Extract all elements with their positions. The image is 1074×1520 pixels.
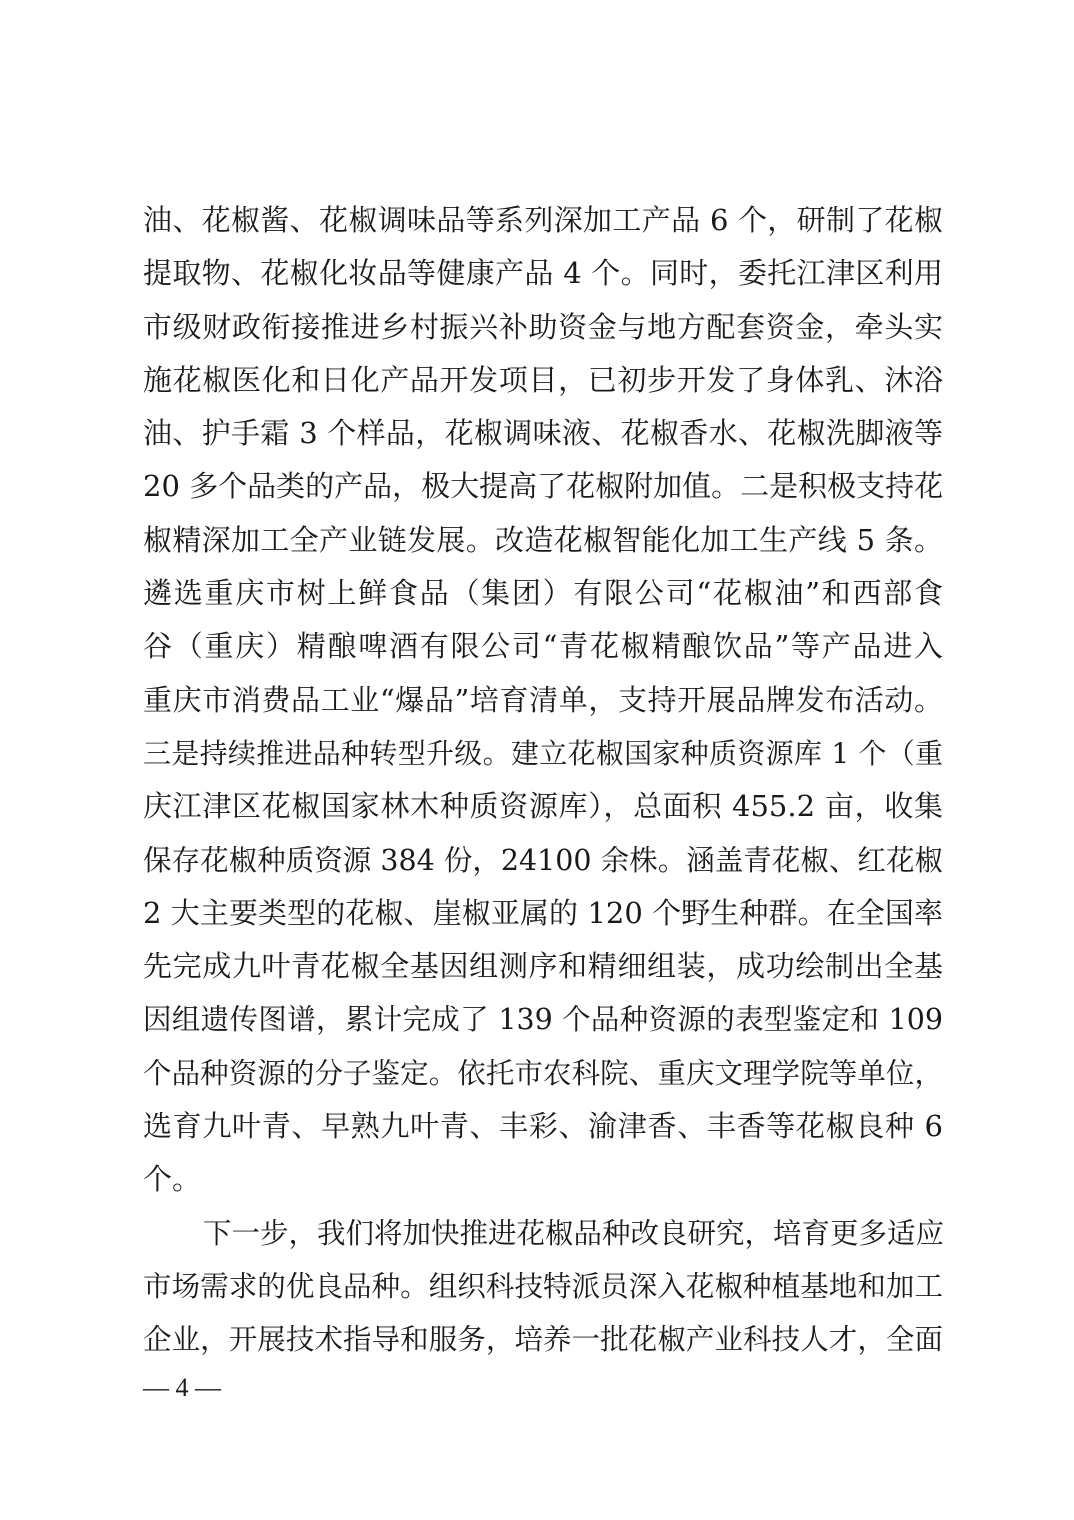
text-line: 个品种资源的分子鉴定。依托市农科院、重庆文理学院等单位，: [143, 1056, 943, 1090]
text-line: 三是持续推进品种转型升级。建立花椒国家种质资源库 1 个（重: [143, 736, 943, 770]
text-line: 油、花椒酱、花椒调味品等系列深加工产品 6 个，研制了花椒: [143, 203, 943, 237]
text-line: 2 大主要类型的花椒、崖椒亚属的 120 个野生种群。在全国率: [143, 895, 943, 930]
text-line: 重庆市消费品工业“爆品”培育清单，支持开展品牌发布活动。: [143, 682, 943, 717]
page-number: — 4 —: [143, 1373, 221, 1402]
text-line: 市级财政衔接推进乡村振兴补助资金与地方配套资金，牵头实: [143, 309, 943, 344]
text-line: 20 多个品类的产品，极大提高了花椒附加值。二是积极支持花: [143, 469, 944, 504]
text-line: 因组遗传图谱，累计完成了 139 个品种资源的表型鉴定和 109: [143, 1003, 943, 1037]
text-line: 先完成九叶青花椒全基因组测序和精细组装，成功绘制出全基: [143, 949, 943, 984]
text-line: 提取物、花椒化妆品等健康产品 4 个。同时，委托江津区利用: [143, 256, 943, 291]
text-line: 油、护手霜 3 个样品，花椒调味液、花椒香水、花椒洗脚液等: [143, 416, 943, 451]
text-line: 遴选重庆市树上鲜食品（集团）有限公司“花椒油”和西部食: [143, 576, 943, 611]
text-line: 谷（重庆）精酿啤酒有限公司“青花椒精酿饮品”等产品进入: [143, 629, 943, 664]
text-line: 椒精深加工全产业链发展。改造花椒智能化加工生产线 5 条。: [143, 522, 943, 557]
text-line: 保存花椒种质资源 384 份，24100 余株。涵盖青花椒、红花椒: [143, 843, 943, 877]
text-line: 市场需求的优良品种。组织科技特派员深入花椒种植基地和加工: [143, 1269, 943, 1303]
paragraph-1: [143, 194, 943, 1207]
text-line: 选育九叶青、早熟九叶青、丰彩、渝津香、丰香等花椒良种 6: [143, 1109, 943, 1144]
text-line: 下一步，我们将加快推进花椒品种改良研究，培育更多适应: [203, 1216, 945, 1250]
body-text: [143, 194, 943, 1367]
text-line: 庆江津区花椒国家林木种质资源库），总面积 455.2 亩，收集: [143, 789, 943, 824]
paragraph-2: [143, 1207, 943, 1367]
text-line: 施花椒医化和日化产品开发项目，已初步开发了身体乳、沐浴: [143, 362, 943, 397]
text-line: 企业，开展技术指导和服务，培养一批花椒产业科技人才，全面: [143, 1323, 943, 1357]
text-line: 个。: [143, 1162, 202, 1197]
